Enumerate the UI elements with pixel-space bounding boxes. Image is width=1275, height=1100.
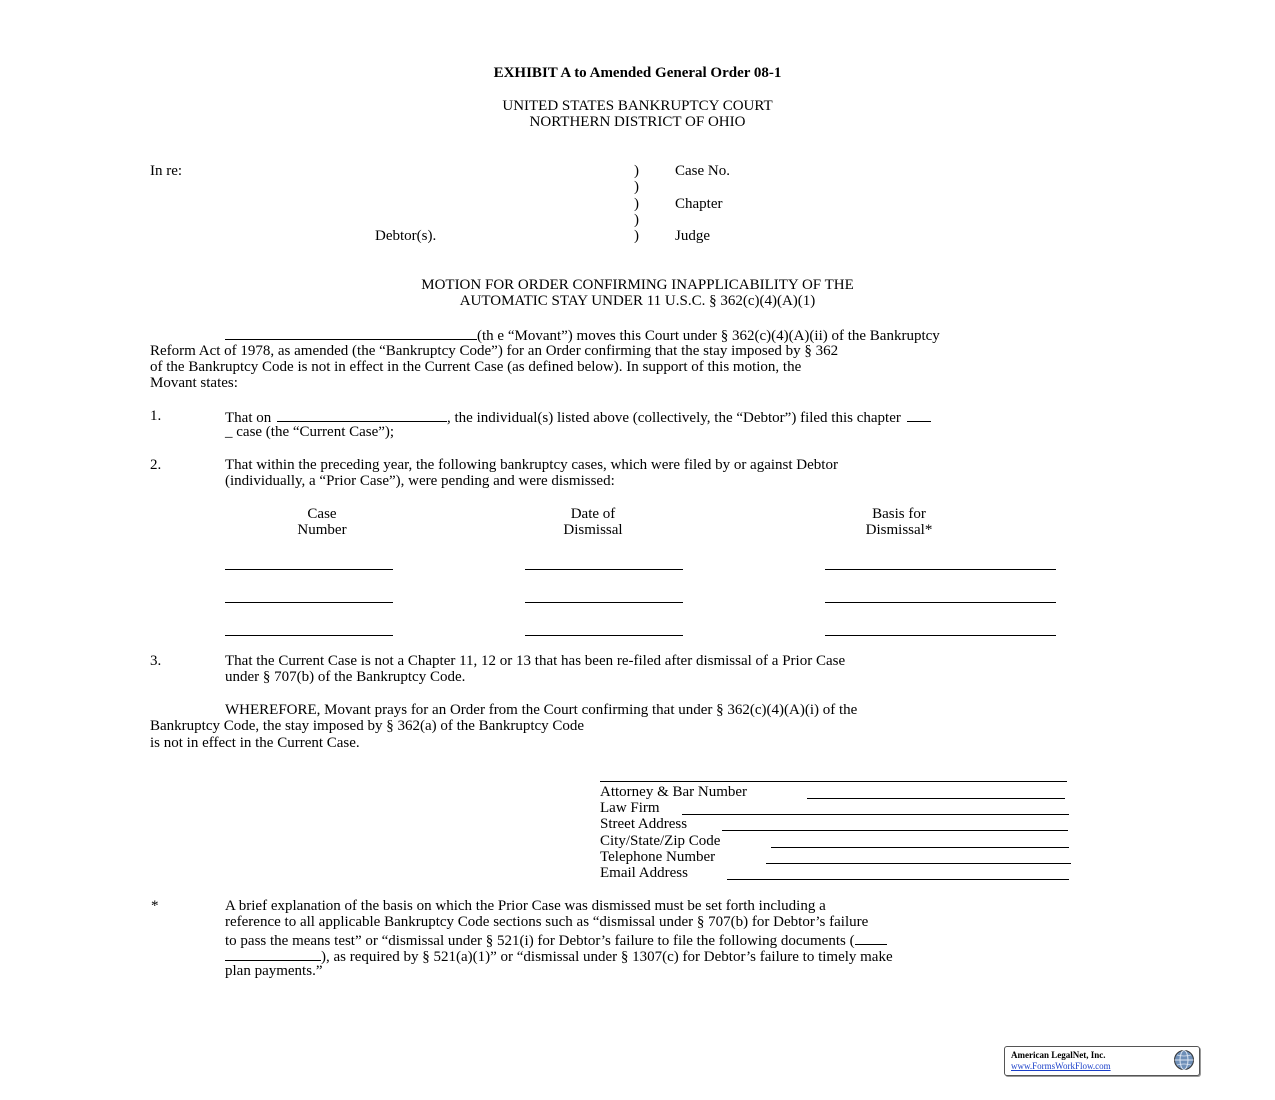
documents-blank-cont (225, 947, 321, 961)
exhibit-title: EXHIBIT A to Amended General Order 08-1 (493, 65, 782, 81)
email-blank (727, 879, 1069, 880)
law-firm-label: Law Firm (600, 800, 660, 816)
item1-text-a: That on (225, 410, 272, 426)
col-date-header: Date of (570, 506, 616, 522)
intro-line3: of the Bankruptcy Code is not in effect in the Current Case (as defined below). In support of this motion, the (150, 359, 802, 375)
dismissal-basis-blank (825, 635, 1056, 636)
in-re-label: In re: (150, 163, 183, 179)
law-firm-blank (682, 814, 1069, 815)
telephone-blank (766, 863, 1071, 864)
item1-text-b: , the individual(s) listed above (collectively, the “Debtor”) filed this chapter (447, 410, 901, 426)
footnote-line2: reference to all applicable Bankruptcy Code sections such as “dismissal under § 707(b) for Debtor’s failure (225, 914, 869, 930)
movant-name-blank (225, 326, 477, 340)
signature-line (600, 781, 1067, 782)
motion-title-line2: AUTOMATIC STAY UNDER 11 U.S.C. § 362(c)(4)(A)(1) (459, 293, 816, 309)
case-number-blank (225, 635, 393, 636)
dismissal-date-blank (525, 635, 683, 636)
col-basis-header: Dismissal* (865, 522, 933, 538)
judge-label: Judge (675, 228, 710, 244)
dismissal-basis-blank (825, 569, 1056, 570)
wherefore-line1: WHEREFORE, Movant prays for an Order from the Court confirming that under § 362(c)(4)(A)(i) of the (225, 702, 858, 718)
caption-paren: ) (634, 163, 639, 179)
item2-line2: (individually, a “Prior Case”), were pending and were dismissed: (225, 473, 615, 489)
col-date-header: Dismissal (563, 522, 623, 538)
dismissal-date-blank (525, 602, 683, 603)
col-case-header: Case (307, 506, 337, 522)
street-address-label: Street Address (600, 816, 688, 832)
caption-paren: ) (634, 212, 639, 228)
telephone-label: Telephone Number (600, 849, 716, 865)
item1-line2: _ case (the “Current Case”); (225, 424, 395, 440)
case-number-blank (225, 602, 393, 603)
chapter-label: Chapter (675, 196, 723, 212)
city-state-zip-blank (771, 847, 1069, 848)
chapter-blank (907, 408, 931, 422)
badge-company-name: American LegalNet, Inc. (1011, 1050, 1106, 1060)
footnote-line5: plan payments.” (225, 963, 323, 979)
debtors-label: Debtor(s). (375, 228, 437, 244)
item1-number: 1. (150, 408, 162, 424)
intro-text: (th e “Movant”) moves this Court under § 362(c)(4)(A)(ii) of the Bankruptcy (477, 328, 940, 344)
court-name: UNITED STATES BANKRUPTCY COURT (502, 98, 773, 114)
caption-paren: ) (634, 196, 639, 212)
motion-title-line1: MOTION FOR ORDER CONFIRMING INAPPLICABILITY OF THE (421, 277, 854, 293)
american-legalnet-badge[interactable] (1004, 1046, 1200, 1076)
footnote-line4-text: ), as required by § 521(a)(1)” or “dismissal under § 1307(c) for Debtor’s failure to timely make (321, 949, 893, 965)
case-no-label: Case No. (675, 163, 730, 179)
caption-paren: ) (634, 228, 639, 244)
court-district: NORTHERN DISTRICT OF OHIO (529, 114, 746, 130)
attorney-bar-label: Attorney & Bar Number (600, 784, 748, 800)
intro-line4: Movant states: (150, 375, 238, 391)
item2-line1: That within the preceding year, the following bankruptcy cases, which were filed by or against Debtor (225, 457, 838, 473)
footnote-line4 (225, 947, 893, 966)
item2-number: 2. (150, 457, 162, 473)
caption-paren: ) (634, 179, 639, 195)
footnote-marker: * (151, 898, 159, 914)
email-label: Email Address (600, 865, 688, 881)
footnote-line3-text: to pass the means test” or “dismissal under § 521(i) for Debtor’s failure to file the following documents ( (225, 933, 855, 949)
globe-icon (1173, 1049, 1195, 1071)
wherefore-line2: Bankruptcy Code, the stay imposed by § 362(a) of the Bankruptcy Code (150, 718, 585, 734)
case-number-blank (225, 569, 393, 570)
attorney-bar-blank (807, 798, 1065, 799)
intro-line2: Reform Act of 1978, as amended (the “Bankruptcy Code”) for an Order confirming that the stay imposed by § 362 (150, 343, 839, 359)
street-address-blank (722, 830, 1068, 831)
item3-number: 3. (150, 653, 162, 669)
col-basis-header: Basis for (872, 506, 926, 522)
dismissal-basis-blank (825, 602, 1056, 603)
col-case-header: Number (297, 522, 347, 538)
filing-date-blank (277, 408, 447, 422)
documents-blank (855, 931, 887, 945)
badge-url-link[interactable]: www.FormsWorkFlow.com (1011, 1061, 1111, 1071)
dismissal-date-blank (525, 569, 683, 570)
item3-line1: That the Current Case is not a Chapter 11, 12 or 13 that has been re-filed after dismissal of a Prior Case (225, 653, 846, 669)
wherefore-line3: is not in effect in the Current Case. (150, 735, 360, 751)
item3-line2: under § 707(b) of the Bankruptcy Code. (225, 669, 466, 685)
city-state-zip-label: City/State/Zip Code (600, 833, 721, 849)
footnote-line1: A brief explanation of the basis on which the Prior Case was dismissed must be set forth including a (225, 898, 826, 914)
